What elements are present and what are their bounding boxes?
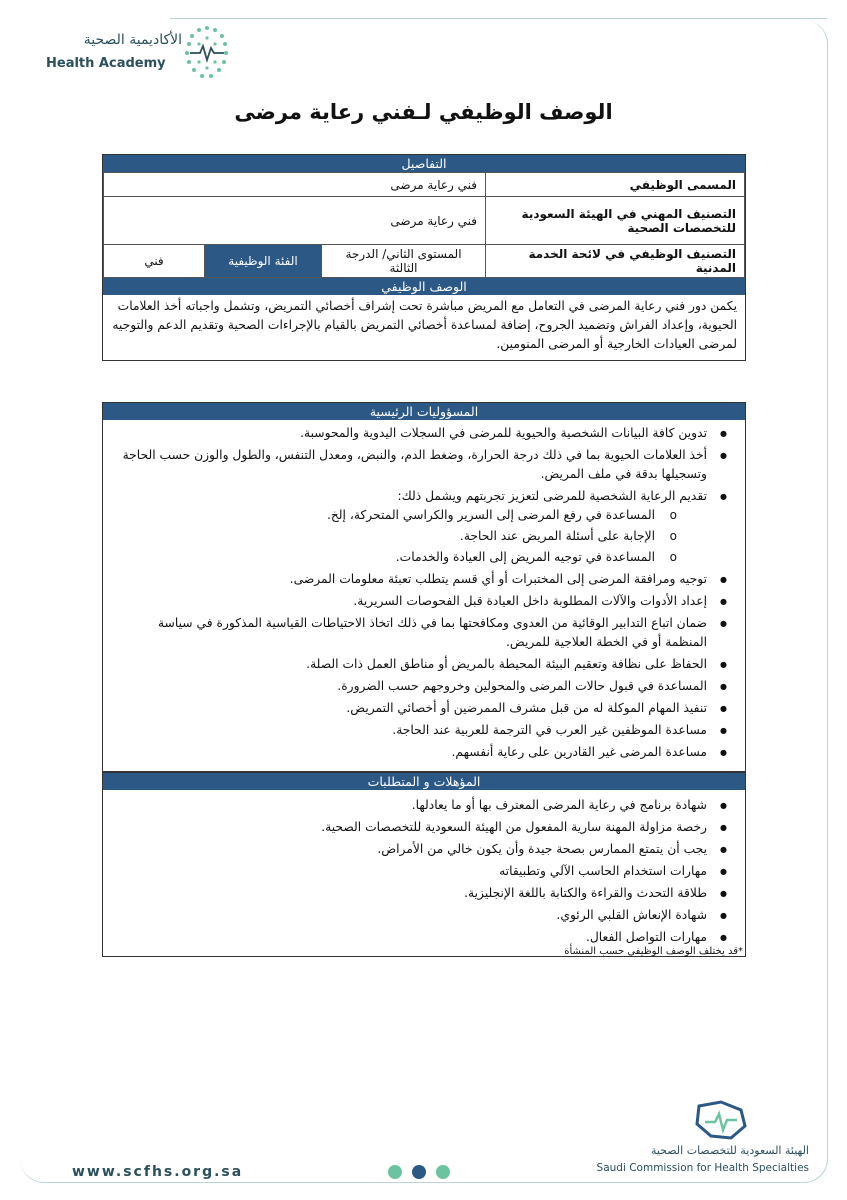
- sub-list-item: o المساعدة في رفع المرضى إلى السرير والكراسي المتحركة، إلخ.: [113, 506, 707, 525]
- list-item-text: تقديم الرعاية الشخصية للمرضى لتعزيز تجربتهم ويشمل ذلك:: [397, 489, 707, 503]
- academy-emblem-icon: [184, 24, 230, 82]
- health-academy-logo: [40, 24, 230, 86]
- details-row-prof-class: [104, 197, 745, 245]
- category-label: الفئة الوظيفية: [205, 245, 322, 278]
- civil-class-label: التصنيف الوظيفي في لائحة الخدمة المدنية: [486, 245, 745, 278]
- frame-top-line: [170, 18, 827, 19]
- job-title-value: فني رعاية مرضى: [104, 173, 486, 197]
- qualifications-list: [103, 790, 745, 956]
- commission-name-ar: الهيئة السعودية للتخصصات الصحية: [650, 1144, 809, 1157]
- list-item: ● الحفاظ على نظافة وتعقيم البيئة المحيطة بالمريض أو مناطق العمل ذات الصلة.: [113, 655, 731, 674]
- academy-name-ar: الأكاديمية الصحية: [83, 32, 182, 48]
- details-row-civil-class: [104, 245, 745, 278]
- list-item: ● رخصة مزاولة المهنة سارية المفعول من الهيئة السعودية للتخصصات الصحية.: [113, 818, 731, 837]
- website-link[interactable]: www.scfhs.org.sa: [72, 1164, 244, 1180]
- list-item: ● شهادة برنامج في رعاية المرضى المعترف بها أو ما يعادلها.: [113, 796, 731, 815]
- responsibilities-list: [103, 420, 745, 771]
- list-item: ● مساعدة المرضى غير القادرين على رعاية أنفسهم.: [113, 743, 731, 762]
- responsibilities-heading: المسؤوليات الرئيسية: [103, 403, 745, 420]
- academy-name-en: Health Academy: [46, 56, 166, 71]
- list-item: ● ضمان اتباع التدابير الوقائية من العدوى ومكافحتها بما في ذلك اتخاذ الاحتياطات القياسية المذكورة في سياسة المنظمة أو في الخطة العلاجية للمريض.: [113, 614, 731, 652]
- footnote: *قد يختلف الوصف الوظيفي حسب المنشأة: [564, 946, 743, 957]
- list-item: ● توجيه ومرافقة المرضى إلى المختبرات أو أي قسم يتطلب تعبئة معلومات المرضى.: [113, 570, 731, 589]
- sub-list: [113, 506, 707, 567]
- job-description-text: يكمن دور فني رعاية المرضى في التعامل مع المريض مباشرة تحت إشراف أخصائي التمريض، وتشمل واجباته أخذ العلامات الحيوية، وإعداد الفراش وتضميد الجروح، إضافة لمساعدة أخصائي التمريض بالقيام بالإجراءات الصحية وتقديم الدعم والتوجيه لمرضى العيادات الخارجية أو المرضى المنومين.: [112, 299, 737, 351]
- sub-list-item: o الإجابة على أسئلة المريض عند الحاجة.: [113, 527, 707, 546]
- list-item: ● مهارات التواصل الفعال.: [113, 928, 731, 947]
- list-item: ● شهادة الإنعاش القلبي الرئوي.: [113, 906, 731, 925]
- footer-dot: [412, 1165, 426, 1179]
- list-item: ● إعداد الأدوات والآلات المطلوبة داخل العيادة قبل الفحوصات السريرية.: [113, 592, 731, 611]
- category-value: فني: [104, 245, 205, 278]
- job-description-heading: الوصف الوظيفي: [103, 278, 745, 295]
- footer-dot: [388, 1165, 402, 1179]
- footer-dots: [388, 1164, 460, 1183]
- qualifications-section: [102, 772, 746, 957]
- job-title-label: المسمى الوظيفي: [486, 173, 745, 197]
- details-table: [103, 172, 745, 278]
- list-item: [113, 487, 731, 567]
- footer-dot: [436, 1165, 450, 1179]
- responsibilities-section: [102, 402, 746, 772]
- commission-emblem-icon: [691, 1100, 749, 1142]
- list-item: ● مساعدة الموظفين غير العرب في الترجمة للعربية عند الحاجة.: [113, 721, 731, 740]
- scfhs-logo: [596, 1100, 809, 1180]
- commission-name-en: Saudi Commission for Health Specialties: [596, 1162, 809, 1174]
- page-title: الوصف الوظيفي لـفني رعاية مرضى: [234, 100, 613, 124]
- list-item: ● يجب أن يتمتع الممارس بصحة جيدة وأن يكون خالي من الأمراض.: [113, 840, 731, 859]
- list-item: ● تنفيذ المهام الموكلة له من قبل مشرف الممرضين أو أخصائي التمريض.: [113, 699, 731, 718]
- sub-list-item: o المساعدة في توجيه المريض إلى العيادة والخدمات.: [113, 548, 707, 567]
- list-item: ● مهارات استخدام الحاسب الآلي وتطبيقاته: [113, 862, 731, 881]
- list-item: ● المساعدة في قبول حالات المرضى والمحولين وخروجهم حسب الضرورة.: [113, 677, 731, 696]
- details-row-job-title: [104, 173, 745, 197]
- list-item: ● طلاقة التحدث والقراءة والكتابة باللغة الإنجليزية.: [113, 884, 731, 903]
- prof-class-value: فني رعاية مرضى: [104, 197, 486, 245]
- list-item: ● أخذ العلامات الحيوية بما في ذلك درجة الحرارة، وضغط الدم، والنبض، ومعدل التنفس، والطول والوزن حسب الحاجة وتسجيلها بدقة في ملف المريض.: [113, 446, 731, 484]
- list-item: ● تدوين كافة البيانات الشخصية والحيوية للمرضى في السجلات اليدوية والمحوسبة.: [113, 424, 731, 443]
- prof-class-label: التصنيف المهني في الهيئة السعودية للتخصصات الصحية: [486, 197, 745, 245]
- civil-level-value: المستوى الثاني/ الدرجة الثالثة: [322, 245, 486, 278]
- details-section: [102, 154, 746, 361]
- details-heading: التفاصيل: [103, 155, 745, 172]
- qualifications-heading: المؤهلات و المتطلبات: [103, 773, 745, 790]
